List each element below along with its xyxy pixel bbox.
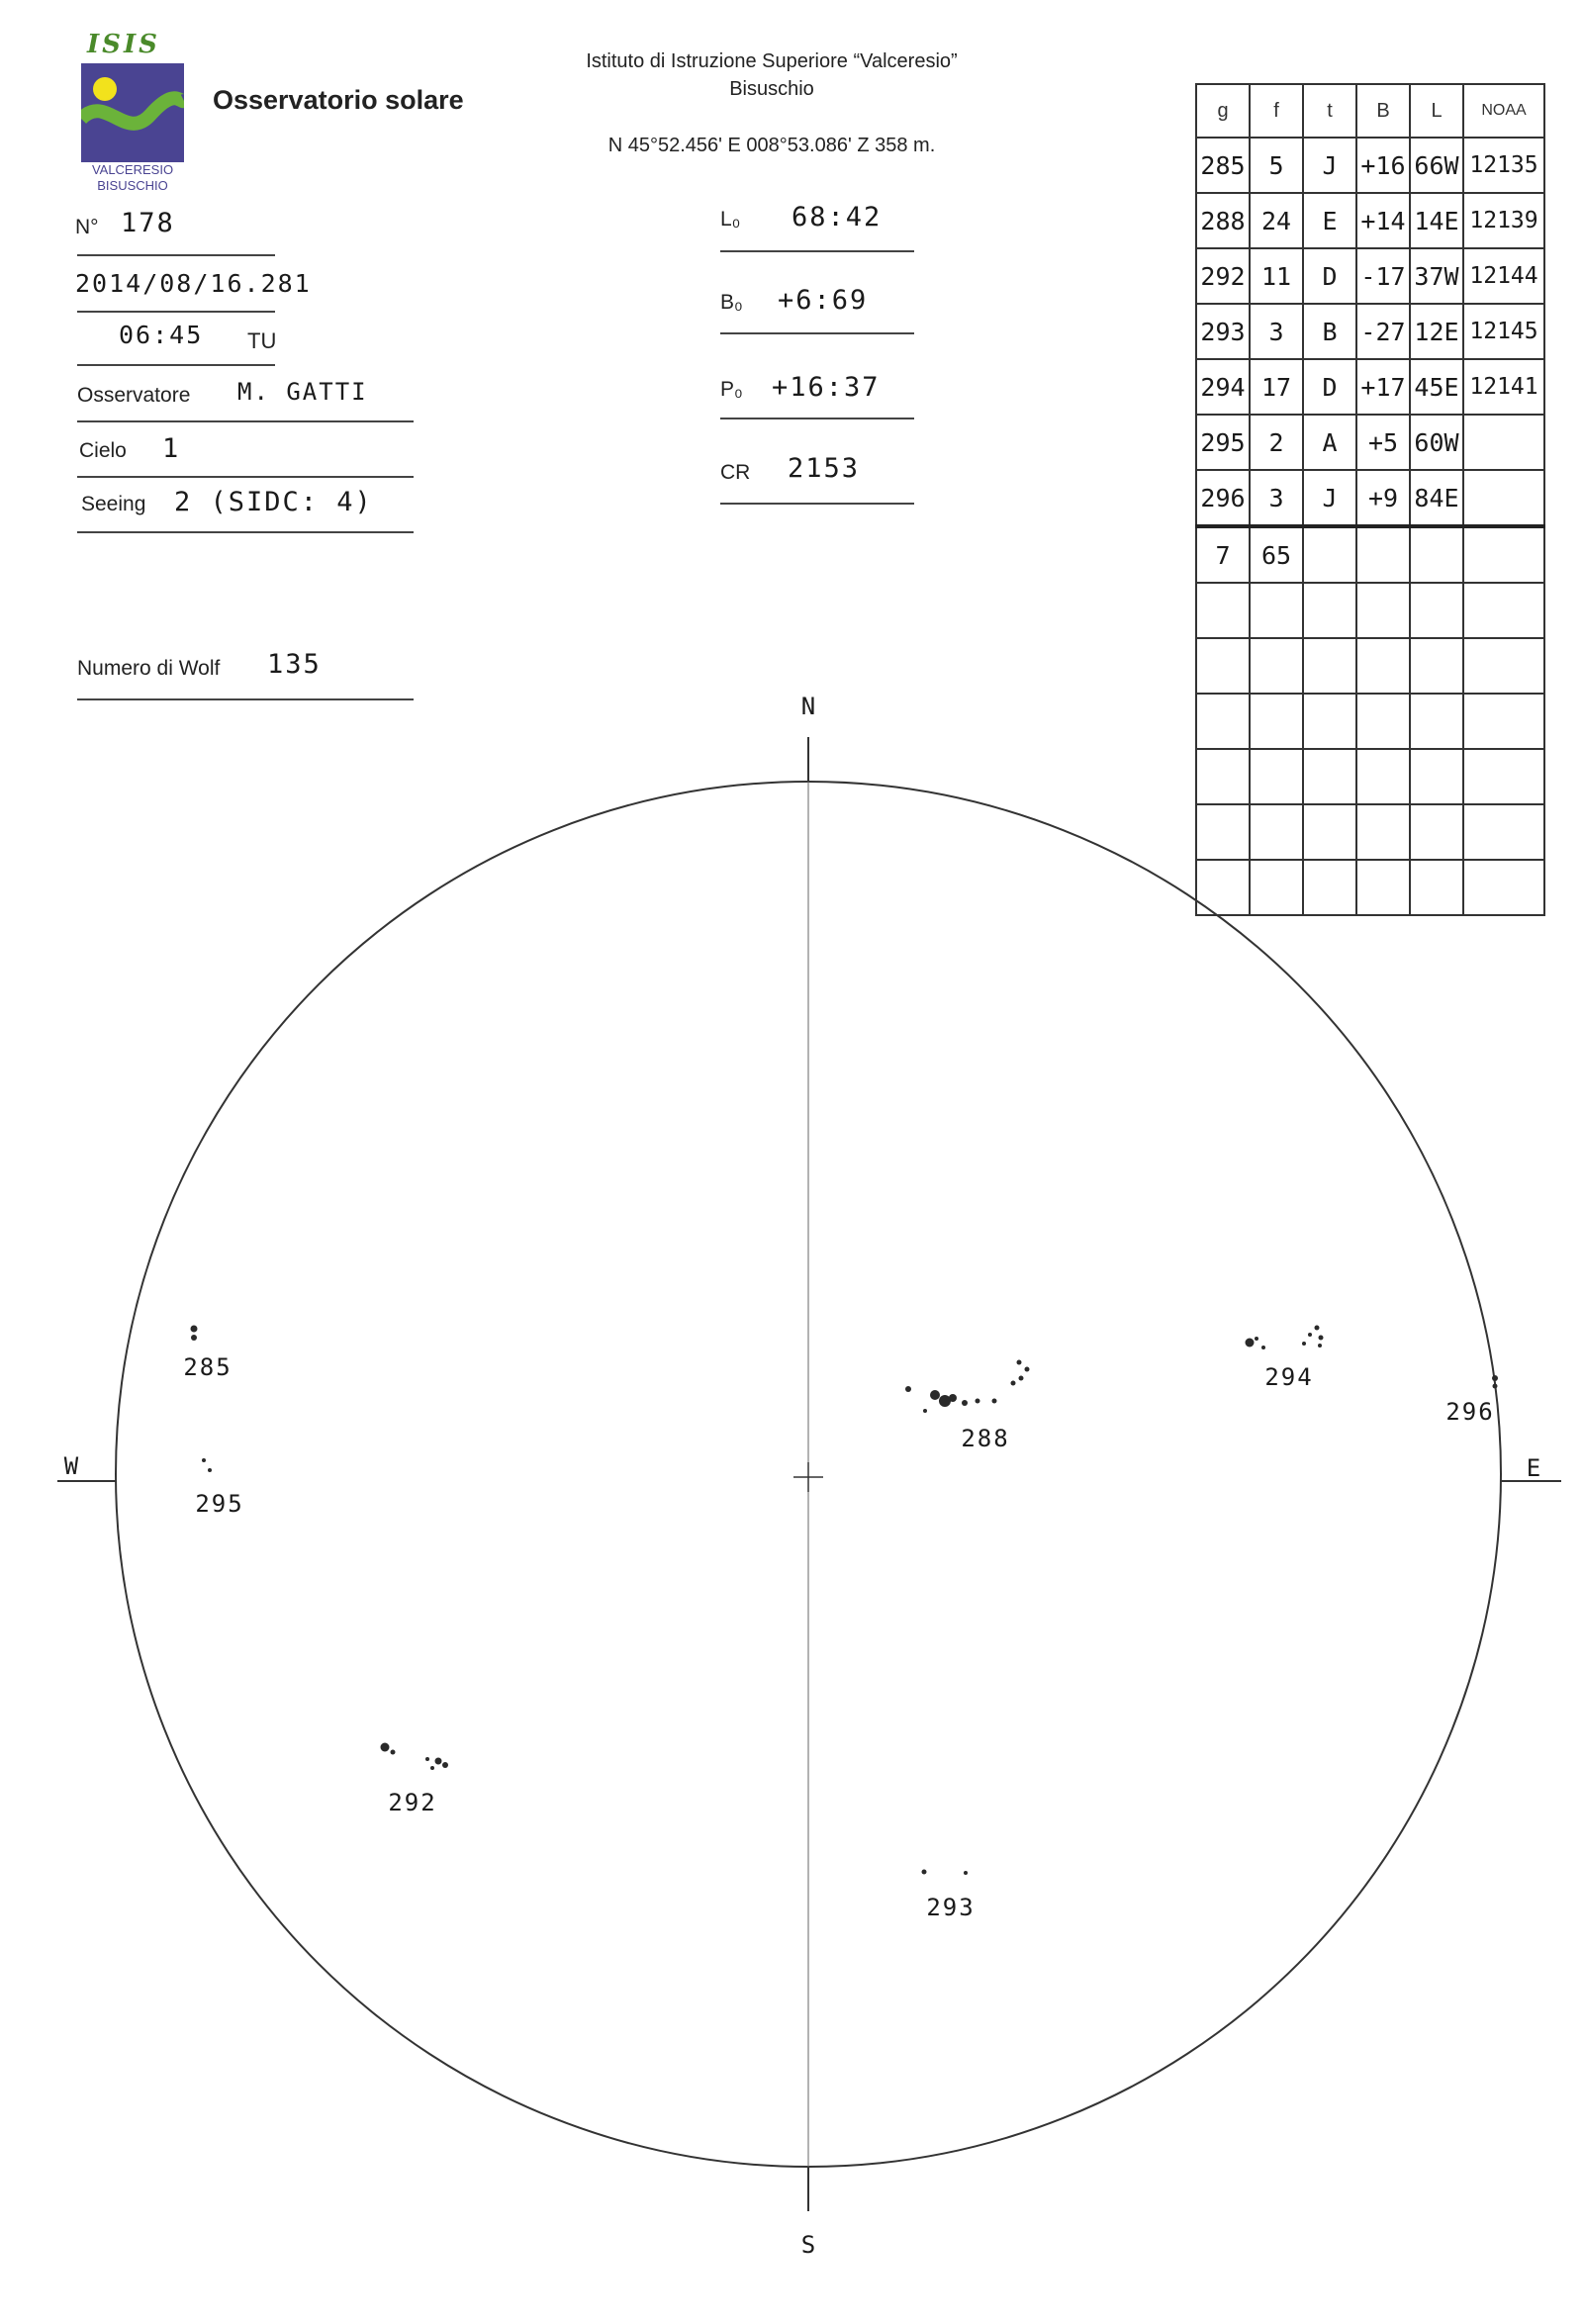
institute-line-2: Bisuschio (729, 78, 814, 100)
p0-label: P₀ (720, 378, 743, 401)
sunspot-288 (976, 1399, 980, 1404)
sunspot-294 (1308, 1333, 1312, 1337)
cardinal-east-label: E (1526, 1454, 1541, 1482)
logo-subtitle-1: VALCERESIO (91, 162, 174, 177)
sunspot-285 (191, 1326, 198, 1333)
table-cell: 12139 (1463, 193, 1544, 248)
sunspot-294 (1246, 1339, 1255, 1348)
table-cell: A (1303, 415, 1356, 470)
group-label-293: 293 (926, 1894, 976, 1921)
table-cell: 12135 (1463, 138, 1544, 193)
sunspot-288 (949, 1394, 957, 1402)
sunspot-295 (208, 1468, 212, 1472)
group-label-294: 294 (1264, 1363, 1314, 1391)
sky-label: Cielo (79, 439, 127, 462)
col-header-l: L (1410, 84, 1463, 138)
table-cell: 12E (1410, 304, 1463, 359)
table-cell: D (1303, 359, 1356, 415)
sunspot-294 (1255, 1337, 1258, 1341)
group-label-288: 288 (961, 1425, 1010, 1452)
date-value: 2014/08/16.281 (75, 269, 312, 298)
cardinal-north-label: N (800, 693, 816, 720)
sunspot-294 (1261, 1346, 1265, 1349)
table-cell: +9 (1356, 470, 1410, 526)
table-cell: 37W (1410, 248, 1463, 304)
table-cell: 3 (1250, 304, 1303, 359)
sunspot-296 (1493, 1384, 1498, 1389)
sunspot-294 (1318, 1344, 1322, 1348)
seeing-value: 2 (SIDC: 4) (174, 487, 373, 517)
table-cell: +17 (1356, 359, 1410, 415)
seeing-label: Seeing (81, 493, 146, 515)
table-cell: 12144 (1463, 248, 1544, 304)
sunspot-288 (1017, 1360, 1022, 1365)
table-cell: 12145 (1463, 304, 1544, 359)
table-cell: E (1303, 193, 1356, 248)
table-cell: 296 (1196, 470, 1250, 526)
cr-value: 2153 (788, 453, 861, 484)
total-groups: 7 (1196, 526, 1250, 583)
observatory-coordinates: N 45°52.456' E 008°53.086' Z 358 m. (607, 135, 936, 156)
sunspot-293 (964, 1871, 968, 1875)
cr-label: CR (720, 461, 751, 484)
b0-label: B₀ (720, 291, 743, 314)
sunspot-288 (962, 1400, 968, 1406)
observer-label: Osservatore (77, 384, 191, 407)
table-cell: 293 (1196, 304, 1250, 359)
time-unit: TU (247, 328, 277, 353)
table-cell: +14 (1356, 193, 1410, 248)
sunspot-292 (391, 1750, 396, 1755)
sunspot-285 (191, 1335, 197, 1341)
observer-value: M. GATTI (237, 378, 368, 406)
col-header-noaa: NOAA (1463, 84, 1544, 138)
cardinal-west-label: W (63, 1452, 79, 1480)
table-cell: 24 (1250, 193, 1303, 248)
group-label-292: 292 (388, 1789, 437, 1816)
col-header-g: g (1196, 84, 1250, 138)
l0-label: L₀ (720, 208, 741, 231)
table-cell: 12141 (1463, 359, 1544, 415)
logo-subtitle-2: BISUSCHIO (97, 178, 168, 193)
table-cell: +5 (1356, 415, 1410, 470)
wolf-value: 135 (267, 649, 322, 680)
sunspot-294 (1315, 1326, 1320, 1331)
sunspot-288 (1025, 1367, 1030, 1372)
table-cell: J (1303, 138, 1356, 193)
sunspot-292 (381, 1743, 390, 1752)
l0-value: 68:42 (792, 202, 883, 232)
table-cell: 14E (1410, 193, 1463, 248)
table-cell: 292 (1196, 248, 1250, 304)
col-header-b: B (1356, 84, 1410, 138)
institute-line-1: Istituto di Istruzione Superiore “Valceresio” (586, 50, 958, 72)
sunspot-292 (425, 1757, 429, 1761)
sunspot-288 (992, 1399, 997, 1404)
sunspot-288 (905, 1386, 911, 1392)
col-header-t: t (1303, 84, 1356, 138)
table-cell: 3 (1250, 470, 1303, 526)
sunspot-296 (1492, 1375, 1498, 1381)
total-spots: 65 (1250, 526, 1303, 583)
sunspot-288 (923, 1409, 927, 1413)
wolf-label: Numero di Wolf (77, 657, 221, 680)
sunspot-294 (1319, 1336, 1324, 1341)
table-cell: 285 (1196, 138, 1250, 193)
cardinal-south-label: S (800, 2231, 816, 2259)
sunspot-292 (435, 1758, 442, 1765)
sunspot-295 (202, 1458, 206, 1462)
group-label-295: 295 (195, 1490, 244, 1518)
sunspot-288 (1011, 1381, 1016, 1386)
p0-value: +16:37 (772, 372, 881, 403)
table-cell: J (1303, 470, 1356, 526)
table-cell: 84E (1410, 470, 1463, 526)
logo-text: ISIS (87, 30, 160, 59)
table-cell: 17 (1250, 359, 1303, 415)
sunspot-293 (922, 1870, 927, 1875)
sunspot-288 (1019, 1376, 1024, 1381)
b0-value: +6:69 (778, 285, 869, 316)
table-cell: -17 (1356, 248, 1410, 304)
table-cell: 2 (1250, 415, 1303, 470)
table-cell: 5 (1250, 138, 1303, 193)
table-cell: 295 (1196, 415, 1250, 470)
sky-value: 1 (162, 433, 181, 464)
table-cell: +16 (1356, 138, 1410, 193)
table-cell: -27 (1356, 304, 1410, 359)
sunspot-294 (1302, 1342, 1306, 1346)
table-cell: 66W (1410, 138, 1463, 193)
sunspot-292 (442, 1762, 448, 1768)
sunspot-288 (930, 1390, 940, 1400)
number-label: N° (75, 216, 99, 238)
table-cell: 294 (1196, 359, 1250, 415)
table-cell: 45E (1410, 359, 1463, 415)
table-cell: D (1303, 248, 1356, 304)
table-cell: B (1303, 304, 1356, 359)
observatory-title: Osservatorio solare (213, 85, 464, 115)
table-cell: 288 (1196, 193, 1250, 248)
time-value: 06:45 (119, 321, 204, 349)
number-value: 178 (121, 208, 175, 238)
table-cell: 11 (1250, 248, 1303, 304)
group-label-285: 285 (183, 1353, 233, 1381)
col-header-f: f (1250, 84, 1303, 138)
group-label-296: 296 (1445, 1398, 1495, 1426)
table-cell: 60W (1410, 415, 1463, 470)
sunspot-292 (430, 1766, 434, 1770)
